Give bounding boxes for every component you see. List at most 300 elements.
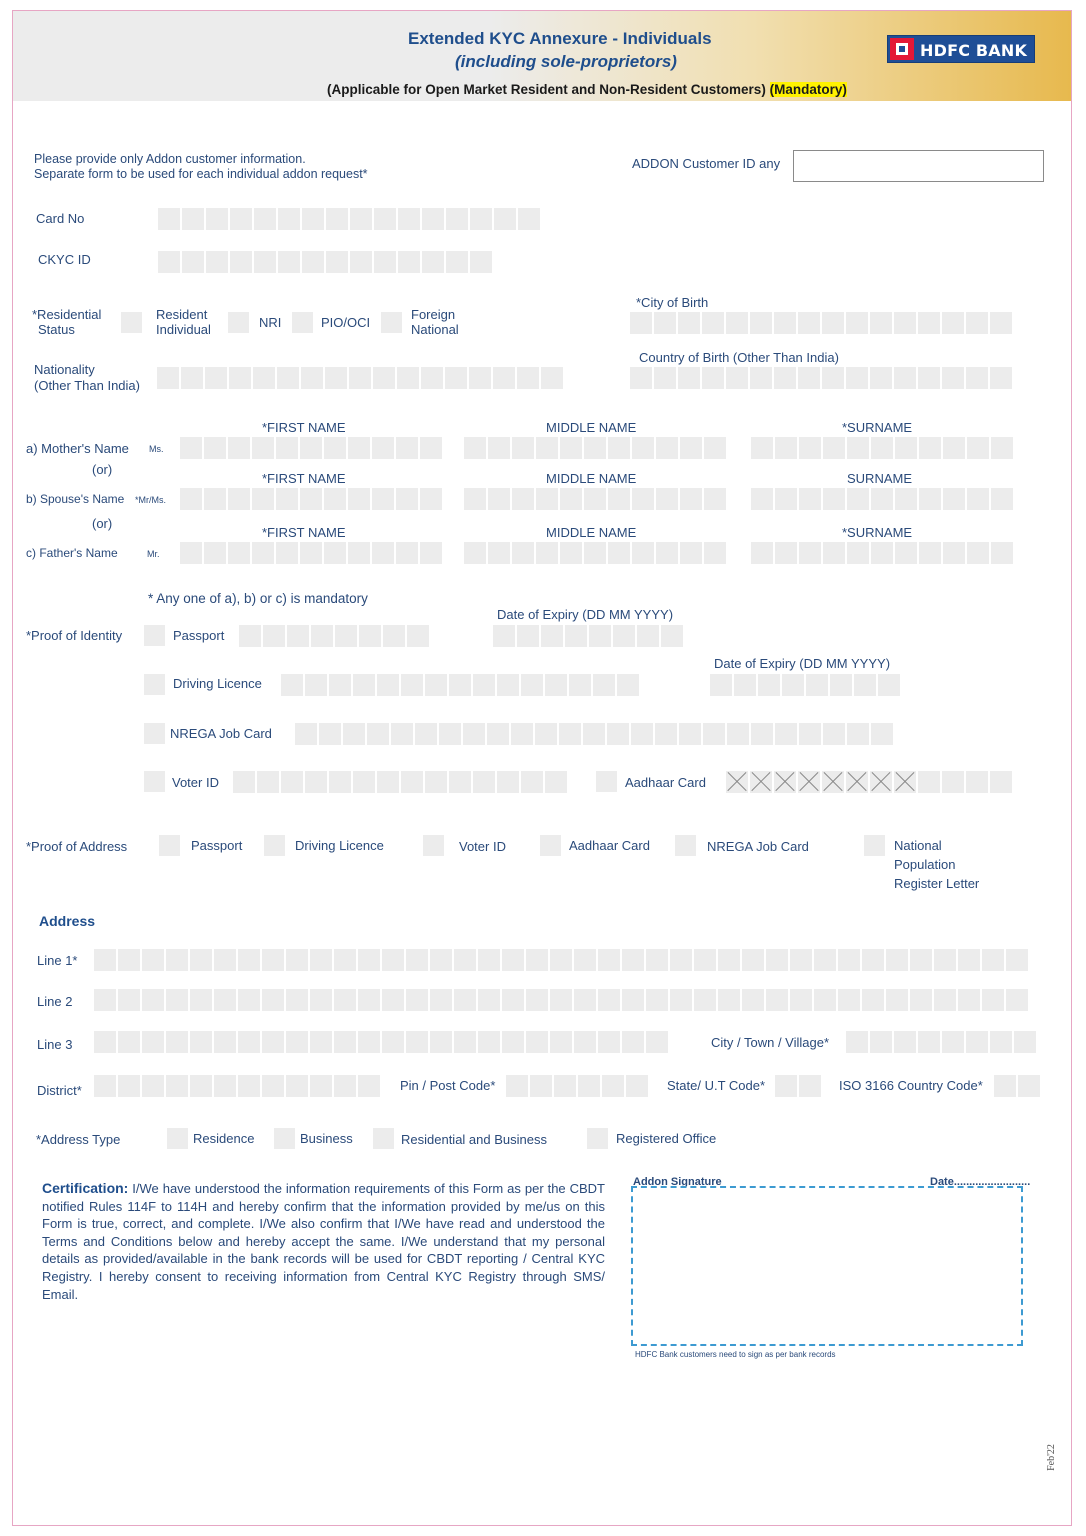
- entry-cell[interactable]: [790, 949, 812, 971]
- entry-cell[interactable]: [521, 771, 543, 793]
- entry-cell[interactable]: [358, 989, 380, 1011]
- entry-cell[interactable]: [942, 1031, 964, 1053]
- entry-cell[interactable]: [478, 989, 500, 1011]
- father-first-name-boxes[interactable]: [180, 542, 442, 564]
- pio-oci-checkbox[interactable]: [292, 312, 313, 333]
- country-of-birth-boxes[interactable]: [630, 367, 1012, 389]
- entry-cell[interactable]: [718, 949, 740, 971]
- entry-cell[interactable]: [445, 367, 467, 389]
- entry-cell[interactable]: [1014, 1031, 1036, 1053]
- entry-cell[interactable]: [910, 949, 932, 971]
- entry-cell[interactable]: [517, 367, 539, 389]
- entry-cell[interactable]: [502, 1031, 524, 1053]
- entry-cell[interactable]: [886, 949, 908, 971]
- entry-cell[interactable]: [934, 949, 956, 971]
- entry-cell[interactable]: [637, 625, 659, 647]
- entry-cell[interactable]: [654, 367, 676, 389]
- entry-cell[interactable]: [862, 989, 884, 1011]
- entry-cell[interactable]: [310, 1031, 332, 1053]
- entry-cell[interactable]: [420, 542, 442, 564]
- entry-cell[interactable]: [420, 488, 442, 510]
- entry-cell[interactable]: [94, 989, 116, 1011]
- entry-cell[interactable]: [942, 367, 964, 389]
- entry-cell[interactable]: [286, 949, 308, 971]
- entry-cell[interactable]: [512, 437, 534, 459]
- entry-cell[interactable]: [94, 1075, 116, 1097]
- entry-cell[interactable]: [798, 312, 820, 334]
- entry-cell[interactable]: [396, 542, 418, 564]
- mother-first-name-boxes[interactable]: [180, 437, 442, 459]
- entry-cell[interactable]: [180, 488, 202, 510]
- entry-cell[interactable]: [398, 208, 420, 230]
- entry-cell[interactable]: [454, 949, 476, 971]
- entry-cell[interactable]: [158, 208, 180, 230]
- entry-cell[interactable]: [166, 949, 188, 971]
- entry-cell[interactable]: [158, 251, 180, 273]
- entry-cell[interactable]: [182, 251, 204, 273]
- entry-cell[interactable]: [589, 625, 611, 647]
- entry-cell[interactable]: [598, 949, 620, 971]
- masked-digit-cell[interactable]: [798, 771, 820, 793]
- entry-cell[interactable]: [847, 723, 869, 745]
- entry-cell[interactable]: [994, 1075, 1016, 1097]
- entry-cell[interactable]: [894, 367, 916, 389]
- entry-cell[interactable]: [348, 542, 370, 564]
- entry-cell[interactable]: [239, 625, 261, 647]
- entry-cell[interactable]: [530, 1075, 552, 1097]
- entry-cell[interactable]: [1006, 949, 1028, 971]
- entry-cell[interactable]: [608, 488, 630, 510]
- entry-cell[interactable]: [382, 989, 404, 1011]
- entry-cell[interactable]: [262, 949, 284, 971]
- entry-cell[interactable]: [276, 437, 298, 459]
- entry-cell[interactable]: [680, 437, 702, 459]
- entry-cell[interactable]: [420, 437, 442, 459]
- entry-cell[interactable]: [190, 989, 212, 1011]
- entry-cell[interactable]: [919, 437, 941, 459]
- entry-cell[interactable]: [862, 949, 884, 971]
- entry-cell[interactable]: [799, 437, 821, 459]
- entry-cell[interactable]: [799, 723, 821, 745]
- entry-cell[interactable]: [655, 723, 677, 745]
- entry-cell[interactable]: [702, 367, 724, 389]
- entry-cell[interactable]: [550, 1031, 572, 1053]
- entry-cell[interactable]: [806, 674, 828, 696]
- entry-cell[interactable]: [702, 312, 724, 334]
- entry-cell[interactable]: [990, 771, 1012, 793]
- entry-cell[interactable]: [343, 723, 365, 745]
- entry-cell[interactable]: [766, 989, 788, 1011]
- entry-cell[interactable]: [449, 771, 471, 793]
- entry-cell[interactable]: [991, 437, 1013, 459]
- entry-cell[interactable]: [348, 437, 370, 459]
- entry-cell[interactable]: [870, 312, 892, 334]
- entry-cell[interactable]: [118, 949, 140, 971]
- poi-passport-number-boxes[interactable]: [239, 625, 429, 647]
- entry-cell[interactable]: [559, 723, 581, 745]
- entry-cell[interactable]: [742, 949, 764, 971]
- entry-cell[interactable]: [230, 208, 252, 230]
- entry-cell[interactable]: [497, 674, 519, 696]
- poa-npr-letter-checkbox[interactable]: [864, 835, 885, 856]
- poa-voter-id-checkbox[interactable]: [423, 835, 444, 856]
- entry-cell[interactable]: [554, 1075, 576, 1097]
- entry-cell[interactable]: [358, 1031, 380, 1053]
- entry-cell[interactable]: [1006, 989, 1028, 1011]
- masked-digit-cell[interactable]: [846, 771, 868, 793]
- entry-cell[interactable]: [310, 989, 332, 1011]
- entry-cell[interactable]: [497, 771, 519, 793]
- entry-cell[interactable]: [430, 1031, 452, 1053]
- poi-nrega-checkbox[interactable]: [144, 723, 165, 744]
- entry-cell[interactable]: [228, 488, 250, 510]
- entry-cell[interactable]: [230, 251, 252, 273]
- entry-cell[interactable]: [502, 989, 524, 1011]
- masked-digit-cell[interactable]: [726, 771, 748, 793]
- entry-cell[interactable]: [190, 1075, 212, 1097]
- entry-cell[interactable]: [1018, 1075, 1040, 1097]
- entry-cell[interactable]: [583, 723, 605, 745]
- entry-cell[interactable]: [560, 488, 582, 510]
- entry-cell[interactable]: [734, 674, 756, 696]
- entry-cell[interactable]: [838, 989, 860, 1011]
- iso-country-code-boxes[interactable]: [994, 1075, 1040, 1097]
- masked-digit-cell[interactable]: [822, 771, 844, 793]
- entry-cell[interactable]: [373, 367, 395, 389]
- entry-cell[interactable]: [94, 949, 116, 971]
- address-type-res-bus-checkbox[interactable]: [373, 1128, 394, 1149]
- entry-cell[interactable]: [478, 1031, 500, 1053]
- entry-cell[interactable]: [775, 488, 797, 510]
- entry-cell[interactable]: [367, 723, 389, 745]
- entry-cell[interactable]: [656, 542, 678, 564]
- entry-cell[interactable]: [569, 674, 591, 696]
- entry-cell[interactable]: [966, 1031, 988, 1053]
- entry-cell[interactable]: [846, 367, 868, 389]
- entry-cell[interactable]: [473, 771, 495, 793]
- entry-cell[interactable]: [918, 312, 940, 334]
- entry-cell[interactable]: [726, 312, 748, 334]
- entry-cell[interactable]: [710, 674, 732, 696]
- entry-cell[interactable]: [401, 771, 423, 793]
- entry-cell[interactable]: [205, 367, 227, 389]
- entry-cell[interactable]: [895, 437, 917, 459]
- entry-cell[interactable]: [397, 367, 419, 389]
- address-line-3-boxes[interactable]: [94, 1031, 668, 1053]
- entry-cell[interactable]: [253, 367, 275, 389]
- entry-cell[interactable]: [602, 1075, 624, 1097]
- entry-cell[interactable]: [982, 989, 1004, 1011]
- entry-cell[interactable]: [830, 674, 852, 696]
- poi-aadhaar-number-boxes[interactable]: [726, 771, 1012, 793]
- entry-cell[interactable]: [118, 989, 140, 1011]
- entry-cell[interactable]: [550, 989, 572, 1011]
- entry-cell[interactable]: [276, 488, 298, 510]
- entry-cell[interactable]: [157, 367, 179, 389]
- entry-cell[interactable]: [353, 674, 375, 696]
- entry-cell[interactable]: [617, 674, 639, 696]
- entry-cell[interactable]: [464, 542, 486, 564]
- entry-cell[interactable]: [990, 367, 1012, 389]
- entry-cell[interactable]: [823, 723, 845, 745]
- entry-cell[interactable]: [670, 989, 692, 1011]
- masked-digit-cell[interactable]: [774, 771, 796, 793]
- entry-cell[interactable]: [774, 312, 796, 334]
- entry-cell[interactable]: [190, 949, 212, 971]
- entry-cell[interactable]: [310, 949, 332, 971]
- state-ut-code-boxes[interactable]: [775, 1075, 821, 1097]
- entry-cell[interactable]: [324, 542, 346, 564]
- entry-cell[interactable]: [214, 989, 236, 1011]
- entry-cell[interactable]: [598, 989, 620, 1011]
- entry-cell[interactable]: [646, 989, 668, 1011]
- entry-cell[interactable]: [286, 1031, 308, 1053]
- entry-cell[interactable]: [252, 437, 274, 459]
- address-line-1-boxes[interactable]: [94, 949, 1028, 971]
- entry-cell[interactable]: [300, 488, 322, 510]
- poi-driving-licence-checkbox[interactable]: [144, 674, 165, 695]
- addon-customer-id-input[interactable]: [793, 150, 1044, 182]
- entry-cell[interactable]: [301, 367, 323, 389]
- entry-cell[interactable]: [703, 723, 725, 745]
- entry-cell[interactable]: [254, 251, 276, 273]
- entry-cell[interactable]: [541, 625, 563, 647]
- city-town-village-boxes[interactable]: [846, 1031, 1036, 1053]
- entry-cell[interactable]: [871, 437, 893, 459]
- entry-cell[interactable]: [578, 1075, 600, 1097]
- entry-cell[interactable]: [278, 251, 300, 273]
- entry-cell[interactable]: [391, 723, 413, 745]
- entry-cell[interactable]: [536, 437, 558, 459]
- entry-cell[interactable]: [358, 949, 380, 971]
- pin-post-code-boxes[interactable]: [506, 1075, 648, 1097]
- entry-cell[interactable]: [878, 674, 900, 696]
- poi-voter-id-number-boxes[interactable]: [233, 771, 567, 793]
- entry-cell[interactable]: [142, 949, 164, 971]
- entry-cell[interactable]: [349, 367, 371, 389]
- entry-cell[interactable]: [847, 488, 869, 510]
- entry-cell[interactable]: [704, 542, 726, 564]
- entry-cell[interactable]: [871, 542, 893, 564]
- entry-cell[interactable]: [206, 251, 228, 273]
- entry-cell[interactable]: [919, 542, 941, 564]
- entry-cell[interactable]: [233, 771, 255, 793]
- entry-cell[interactable]: [334, 949, 356, 971]
- entry-cell[interactable]: [694, 949, 716, 971]
- entry-cell[interactable]: [742, 989, 764, 1011]
- entry-cell[interactable]: [943, 437, 965, 459]
- entry-cell[interactable]: [401, 674, 423, 696]
- entry-cell[interactable]: [281, 674, 303, 696]
- entry-cell[interactable]: [263, 625, 285, 647]
- entry-cell[interactable]: [958, 989, 980, 1011]
- masked-digit-cell[interactable]: [750, 771, 772, 793]
- entry-cell[interactable]: [838, 949, 860, 971]
- entry-cell[interactable]: [406, 1031, 428, 1053]
- entry-cell[interactable]: [334, 1075, 356, 1097]
- entry-cell[interactable]: [206, 208, 228, 230]
- entry-cell[interactable]: [679, 723, 701, 745]
- entry-cell[interactable]: [574, 949, 596, 971]
- entry-cell[interactable]: [622, 989, 644, 1011]
- entry-cell[interactable]: [966, 771, 988, 793]
- entry-cell[interactable]: [488, 488, 510, 510]
- entry-cell[interactable]: [470, 251, 492, 273]
- entry-cell[interactable]: [180, 542, 202, 564]
- entry-cell[interactable]: [607, 723, 629, 745]
- entry-cell[interactable]: [181, 367, 203, 389]
- entry-cell[interactable]: [454, 1031, 476, 1053]
- entry-cell[interactable]: [823, 437, 845, 459]
- entry-cell[interactable]: [545, 771, 567, 793]
- spouse-middle-name-boxes[interactable]: [464, 488, 726, 510]
- entry-cell[interactable]: [464, 488, 486, 510]
- poa-passport-checkbox[interactable]: [159, 835, 180, 856]
- entry-cell[interactable]: [512, 542, 534, 564]
- entry-cell[interactable]: [214, 1031, 236, 1053]
- mother-surname-boxes[interactable]: [751, 437, 1013, 459]
- entry-cell[interactable]: [750, 312, 772, 334]
- entry-cell[interactable]: [870, 367, 892, 389]
- entry-cell[interactable]: [372, 542, 394, 564]
- nri-checkbox[interactable]: [228, 312, 249, 333]
- entry-cell[interactable]: [449, 674, 471, 696]
- foreign-national-checkbox[interactable]: [381, 312, 402, 333]
- entry-cell[interactable]: [295, 723, 317, 745]
- entry-cell[interactable]: [846, 312, 868, 334]
- entry-cell[interactable]: [329, 771, 351, 793]
- entry-cell[interactable]: [718, 989, 740, 1011]
- poi-nrega-number-boxes[interactable]: [295, 723, 893, 745]
- entry-cell[interactable]: [751, 437, 773, 459]
- entry-cell[interactable]: [94, 1031, 116, 1053]
- entry-cell[interactable]: [493, 367, 515, 389]
- entry-cell[interactable]: [494, 208, 516, 230]
- entry-cell[interactable]: [823, 488, 845, 510]
- entry-cell[interactable]: [228, 437, 250, 459]
- entry-cell[interactable]: [545, 674, 567, 696]
- entry-cell[interactable]: [382, 949, 404, 971]
- entry-cell[interactable]: [439, 723, 461, 745]
- card-no-boxes[interactable]: [158, 208, 540, 230]
- entry-cell[interactable]: [910, 989, 932, 1011]
- entry-cell[interactable]: [799, 542, 821, 564]
- entry-cell[interactable]: [511, 723, 533, 745]
- entry-cell[interactable]: [372, 488, 394, 510]
- entry-cell[interactable]: [469, 367, 491, 389]
- entry-cell[interactable]: [593, 674, 615, 696]
- entry-cell[interactable]: [966, 367, 988, 389]
- address-type-residence-checkbox[interactable]: [167, 1128, 188, 1149]
- mother-middle-name-boxes[interactable]: [464, 437, 726, 459]
- poi-passport-checkbox[interactable]: [144, 625, 165, 646]
- resident-individual-checkbox[interactable]: [121, 312, 142, 333]
- nationality-boxes[interactable]: [157, 367, 563, 389]
- entry-cell[interactable]: [670, 949, 692, 971]
- poi-voter-id-checkbox[interactable]: [144, 771, 165, 792]
- entry-cell[interactable]: [334, 989, 356, 1011]
- entry-cell[interactable]: [751, 488, 773, 510]
- entry-cell[interactable]: [238, 949, 260, 971]
- entry-cell[interactable]: [943, 488, 965, 510]
- masked-digit-cell[interactable]: [870, 771, 892, 793]
- entry-cell[interactable]: [894, 312, 916, 334]
- entry-cell[interactable]: [870, 1031, 892, 1053]
- entry-cell[interactable]: [302, 251, 324, 273]
- entry-cell[interactable]: [967, 488, 989, 510]
- entry-cell[interactable]: [421, 367, 443, 389]
- entry-cell[interactable]: [262, 1031, 284, 1053]
- entry-cell[interactable]: [286, 1075, 308, 1097]
- entry-cell[interactable]: [622, 1031, 644, 1053]
- poi-driving-licence-number-boxes[interactable]: [281, 674, 639, 696]
- entry-cell[interactable]: [204, 488, 226, 510]
- entry-cell[interactable]: [775, 1075, 797, 1097]
- entry-cell[interactable]: [521, 674, 543, 696]
- entry-cell[interactable]: [823, 542, 845, 564]
- entry-cell[interactable]: [775, 437, 797, 459]
- entry-cell[interactable]: [142, 1031, 164, 1053]
- entry-cell[interactable]: [942, 312, 964, 334]
- entry-cell[interactable]: [311, 625, 333, 647]
- entry-cell[interactable]: [565, 625, 587, 647]
- entry-cell[interactable]: [646, 949, 668, 971]
- entry-cell[interactable]: [329, 674, 351, 696]
- entry-cell[interactable]: [326, 251, 348, 273]
- entry-cell[interactable]: [305, 674, 327, 696]
- entry-cell[interactable]: [541, 367, 563, 389]
- entry-cell[interactable]: [262, 1075, 284, 1097]
- entry-cell[interactable]: [774, 367, 796, 389]
- entry-cell[interactable]: [277, 367, 299, 389]
- entry-cell[interactable]: [871, 723, 893, 745]
- entry-cell[interactable]: [822, 312, 844, 334]
- entry-cell[interactable]: [632, 488, 654, 510]
- poi-passport-expiry-boxes[interactable]: [493, 625, 683, 647]
- entry-cell[interactable]: [895, 542, 917, 564]
- entry-cell[interactable]: [678, 312, 700, 334]
- entry-cell[interactable]: [281, 771, 303, 793]
- poi-driving-licence-expiry-boxes[interactable]: [710, 674, 900, 696]
- entry-cell[interactable]: [782, 674, 804, 696]
- entry-cell[interactable]: [305, 771, 327, 793]
- entry-cell[interactable]: [358, 1075, 380, 1097]
- entry-cell[interactable]: [512, 488, 534, 510]
- entry-cell[interactable]: [991, 542, 1013, 564]
- entry-cell[interactable]: [526, 989, 548, 1011]
- entry-cell[interactable]: [630, 312, 652, 334]
- poa-driving-licence-checkbox[interactable]: [264, 835, 285, 856]
- entry-cell[interactable]: [374, 251, 396, 273]
- entry-cell[interactable]: [680, 488, 702, 510]
- entry-cell[interactable]: [704, 488, 726, 510]
- entry-cell[interactable]: [214, 1075, 236, 1097]
- entry-cell[interactable]: [300, 542, 322, 564]
- entry-cell[interactable]: [415, 723, 437, 745]
- entry-cell[interactable]: [335, 625, 357, 647]
- entry-cell[interactable]: [377, 674, 399, 696]
- entry-cell[interactable]: [488, 437, 510, 459]
- entry-cell[interactable]: [238, 989, 260, 1011]
- entry-cell[interactable]: [871, 488, 893, 510]
- entry-cell[interactable]: [560, 542, 582, 564]
- entry-cell[interactable]: [758, 674, 780, 696]
- entry-cell[interactable]: [359, 625, 381, 647]
- entry-cell[interactable]: [894, 1031, 916, 1053]
- entry-cell[interactable]: [204, 437, 226, 459]
- entry-cell[interactable]: [560, 437, 582, 459]
- entry-cell[interactable]: [464, 437, 486, 459]
